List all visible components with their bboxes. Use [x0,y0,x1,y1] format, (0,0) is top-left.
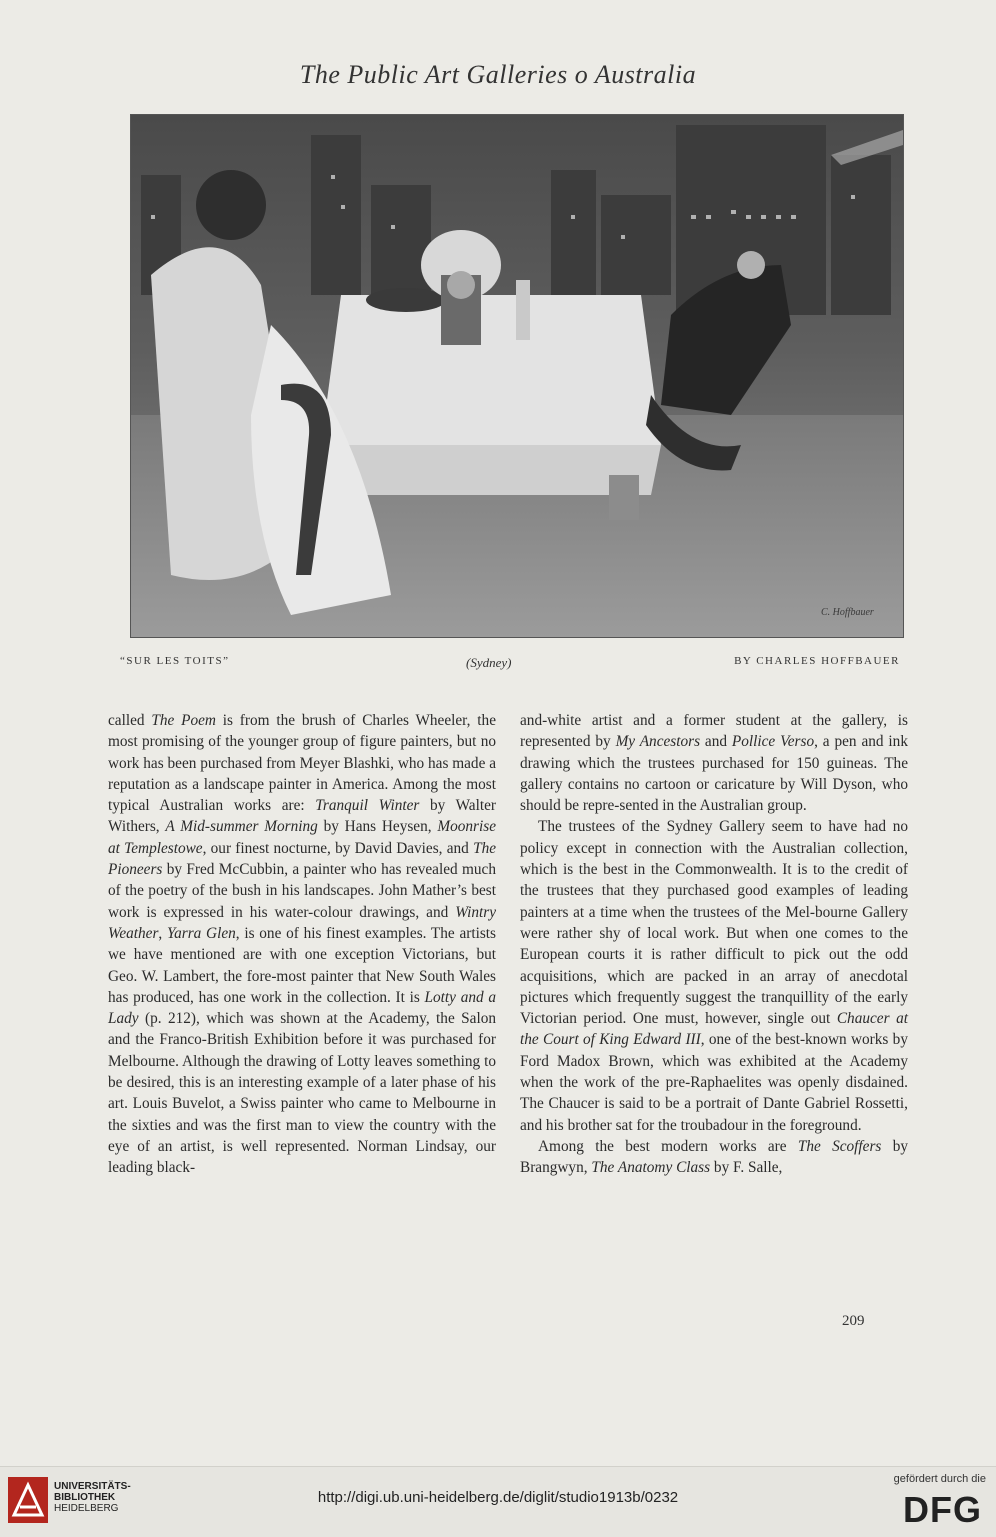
library-name-line-3: HEIDELBERG [54,1503,119,1514]
work-title: Wintry Weather [108,903,496,942]
library-name-line-1: UNIVERSITÄTS- [54,1481,131,1492]
work-title: Pollice Verso [731,733,815,751]
library-name-line-2: BIBLIOTHEK [54,1492,116,1503]
work-title: Yarra Glen [166,924,236,942]
paragraph: called The Poem is from the brush of Charles Wheeler, the most promising of the younger group of figure painters, but no work has been purchased from Meyer Blashki, who has made a reputation as a landscape painter in America. Among the most typical Australian works are: Tranquil Winter by Walter Withers, A Mid-summer Morning by Hans Heysen, Moonrise at Templestowe, our finest nocturne, by David Davies, and The Pioneers by Fred McCubbin, a painter who has revealed much of the poetry of the bush in his landscapes. John Mather’s best work is expressed in his water-colour drawings, and Wintry Weather, Yarra Glen, is one of his finest examples. The artists we have mentioned are with one exception Victorians, but Geo. W. Lambert, the fore-most painter that New South Wales has produced, has one work in the collection. It is Lotty and a Lady (p. 212), which was shown at the Academy, the Salon and the Franco-British Exhibition before it was purchased for Melbourne. Although the drawing of Lotty leaves something to be desired, this is an interesting example of a later phase of his art. Louis Buvelot, a Swiss painter who came to Melbourne in the sixties and was the first man to view the country with the eye of an artist, is well represented. Norman Lindsay, our leading black- [108,712,497,1177]
paragraph: and-white artist and a former student at the gallery, is represented by My Ancestors and Pollice Verso, a pen and ink drawing which the trustees purchased for 150 guineas. The gallery contains no cartoon or caricature by Will Dyson, who should be repre-sented in the Australian group. [520,712,908,815]
dfg-logo: DFG [903,1489,982,1530]
artist-signature: C. Hoffbauer [821,607,874,618]
page-number: 209 [842,1313,865,1329]
work-title: The Scoffers [797,1137,882,1155]
work-title: The Anatomy Class [591,1159,711,1177]
left-column [108,710,496,1179]
work-title: Tranquil Winter [315,797,420,815]
work-title: Chaucer at the Court of King Edward III [520,1010,909,1049]
footer-bar [0,1466,996,1537]
right-column [520,710,908,1179]
work-title: The Pioneers [108,839,497,879]
caption-title: “SUR LES TOITS” [120,655,230,667]
caption-location: (Sydney) [466,655,512,670]
funded-by-label: gefördert durch die [893,1473,986,1485]
work-title: The Poem [151,712,216,729]
artwork-image [130,114,904,638]
work-title: My Ancestors [615,733,701,751]
paragraph: Among the best modern works are The Scoffers by Brangwyn, The Anatomy Class by F. Salle, [520,1137,908,1177]
work-title: Moonrise at Templestowe [108,818,496,857]
work-title: A Mid-summer Morning [165,818,318,836]
permalink-url[interactable]: http://digi.ub.uni-heidelberg.de/diglit/studio1913b/0232 [317,1489,679,1506]
caption-artist: BY CHARLES HOFFBAUER [734,655,900,667]
paragraph: The trustees of the Sydney Gallery seem to have had no policy except in connection with the Australian collection, which is the best in the Commonwealth. It is to the credit of the trustees that they purchased good examples of leading painters at a time when the trustees of the Mel-bourne Gallery were rather shy of local work. But when one comes to the European courts it is rather difficult to pick out the odd acquisitions, which are packed in an array of anecdotal pictures which frequently suggest the tranquillity of the early Victorian period. One must, however, single out Chaucer at the Court of King Edward III, one of the best-known works by Ford Madox Brown, which was exhibited at the Academy when the work of the pre-Raphaelites was openly disdained. The Chaucer is said to be a portrait of Dante Gabriel Rossetti, and his brother sat for the troubadour in the foreground. [520,818,909,1134]
page-title: The Public Art Galleries o Australia [299,60,697,89]
work-title: Lotty and a Lady [108,988,497,1028]
